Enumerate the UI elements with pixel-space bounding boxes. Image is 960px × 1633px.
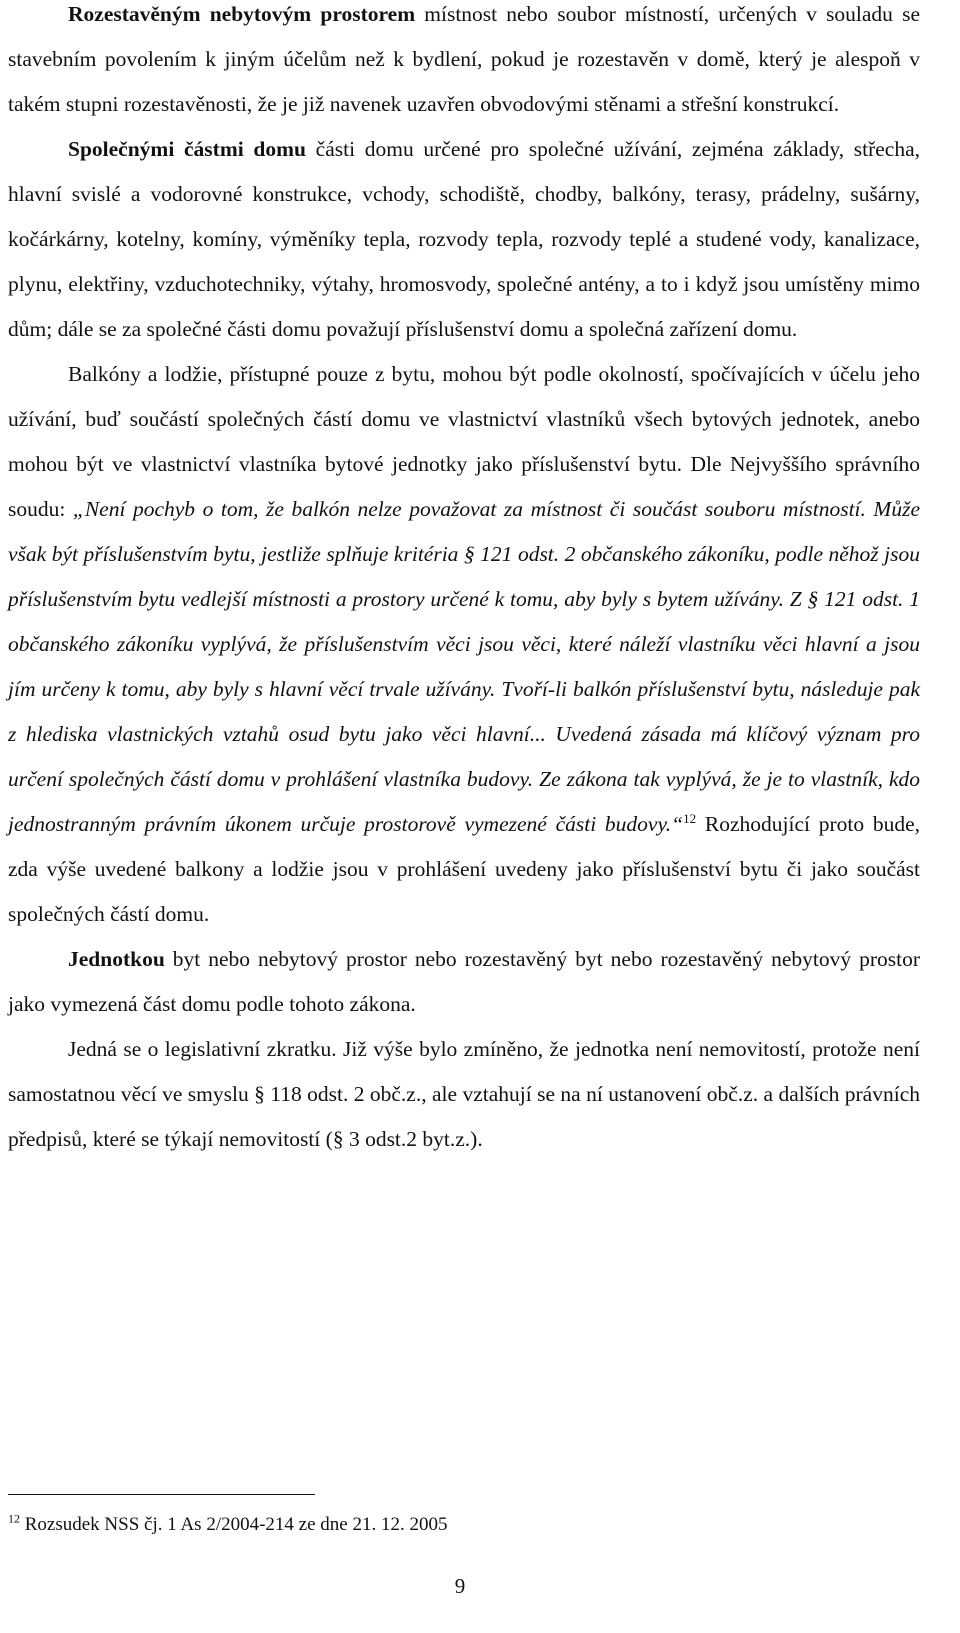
paragraph-balkony — [8, 352, 920, 937]
page-number: 9 — [454, 1574, 466, 1598]
paragraph-text: byt nebo nebytový prostor nebo rozestavěný byt nebo rozestavěný nebytový prostor jako vymezená část domu podle tohoto zákona. — [8, 947, 920, 1016]
footnote-separator — [8, 1494, 315, 1495]
defined-term: Rozestavěným nebytovým prostorem — [68, 2, 416, 26]
footnote-text: Rozsudek NSS čj. 1 As 2/2004-214 ze dne 21. 12. 2005 — [20, 1514, 448, 1535]
paragraph-definition-spolecne-casti — [8, 127, 920, 352]
paragraph-legislativni-zkratka — [8, 1027, 920, 1162]
paragraph-text: Rozhodující proto bude, zda výše uvedené balkony a lodžie jsou v prohlášení uvedeny jako příslušenství bytu či jako součást společných částí domu. — [8, 812, 920, 926]
defined-term: Společnými částmi domu — [68, 137, 306, 161]
footnote — [8, 1512, 447, 1538]
paragraph-text: Jedná se o legislativní zkratku. Již výše bylo zmíněno, že jednotka není nemovitostí, protože není samostatnou věcí ve smyslu § 118 odst. 2 obč.z., ale vztahují se na ní ustanovení obč.z. a dalších právních předpisů, které se týkají nemovitostí (§ 3 odst.2 byt.z.). — [8, 1037, 920, 1151]
paragraph-definition-jednotka — [8, 937, 920, 1027]
document-page — [8, 0, 920, 1162]
footnote-number: 12 — [8, 1511, 20, 1526]
defined-term: Jednotkou — [68, 947, 165, 971]
paragraph-text: části domu určené pro společné užívání, zejména základy, střecha, hlavní svislé a vodorovné konstrukce, vchody, schodiště, chodby, balkóny, terasy, prádelny, sušárny, kočárkárny, kotelny, komíny, výměníky tepla, rozvody tepla, rozvody teplé a studené vody, kanalizace, plynu, elektřiny, vzduchotechniky, výtahy, hromosvody, společné antény, a to i když jsou umístěny mimo dům; dále se za společné části domu považují příslušenství domu a společná zařízení domu. — [8, 137, 921, 341]
footnote-reference: 12 — [683, 810, 697, 826]
paragraph-text: Balkóny a lodžie, přístupné pouze z bytu, mohou být podle okolností, spočívajících v účelu jeho užívání, buď součástí společných částí domu ve vlastnictví vlastníků všech bytových jednotek, anebo mohou být ve vlastnictví vlastníka bytové jednotky jako příslušenství bytu. Dle Nejvyššího správního soudu: — [8, 362, 920, 521]
court-quote: „Není pochyb o tom, že balkón nelze považovat za místnost či součást souboru místností. Může však být příslušenstvím bytu, jestliže splňuje kritéria § 121 odst. 2 občanského zákoníku, podle něhož jsou příslušenstvím bytu vedlejší místnosti a prostory určené k tomu, aby byly s bytem užívány. Z § 121 odst. 1 občanského zákoníku vyplývá, že příslušenstvím věci jsou věci, které náleží vlastníku věci hlavní a jsou jím určeny k tomu, aby byly s hlavní věcí trvale užívány. Tvoří-li balkón příslušenství bytu, následuje pak z hlediska vlastnických vztahů osud bytu jako věci hlavní... Uvedená zásada má klíčový význam pro určení společných částí domu v prohlášení vlastníka budovy. Ze zákona tak vyplývá, že je to vlastník, kdo jednostranným právním úkonem určuje prostorově vymezené části budovy.“ — [8, 497, 920, 836]
paragraph-text: místnost nebo soubor místností, určených v souladu se stavebním povolením k jiným účelům než k bydlení, pokud je rozestavěn v domě, který je alespoň v takém stupni rozestavěnosti, že je již navenek uzavřen obvodovými stěnami a střešní konstrukcí. — [8, 2, 920, 116]
paragraph-definition-rozestaveny-prostor — [8, 0, 920, 127]
